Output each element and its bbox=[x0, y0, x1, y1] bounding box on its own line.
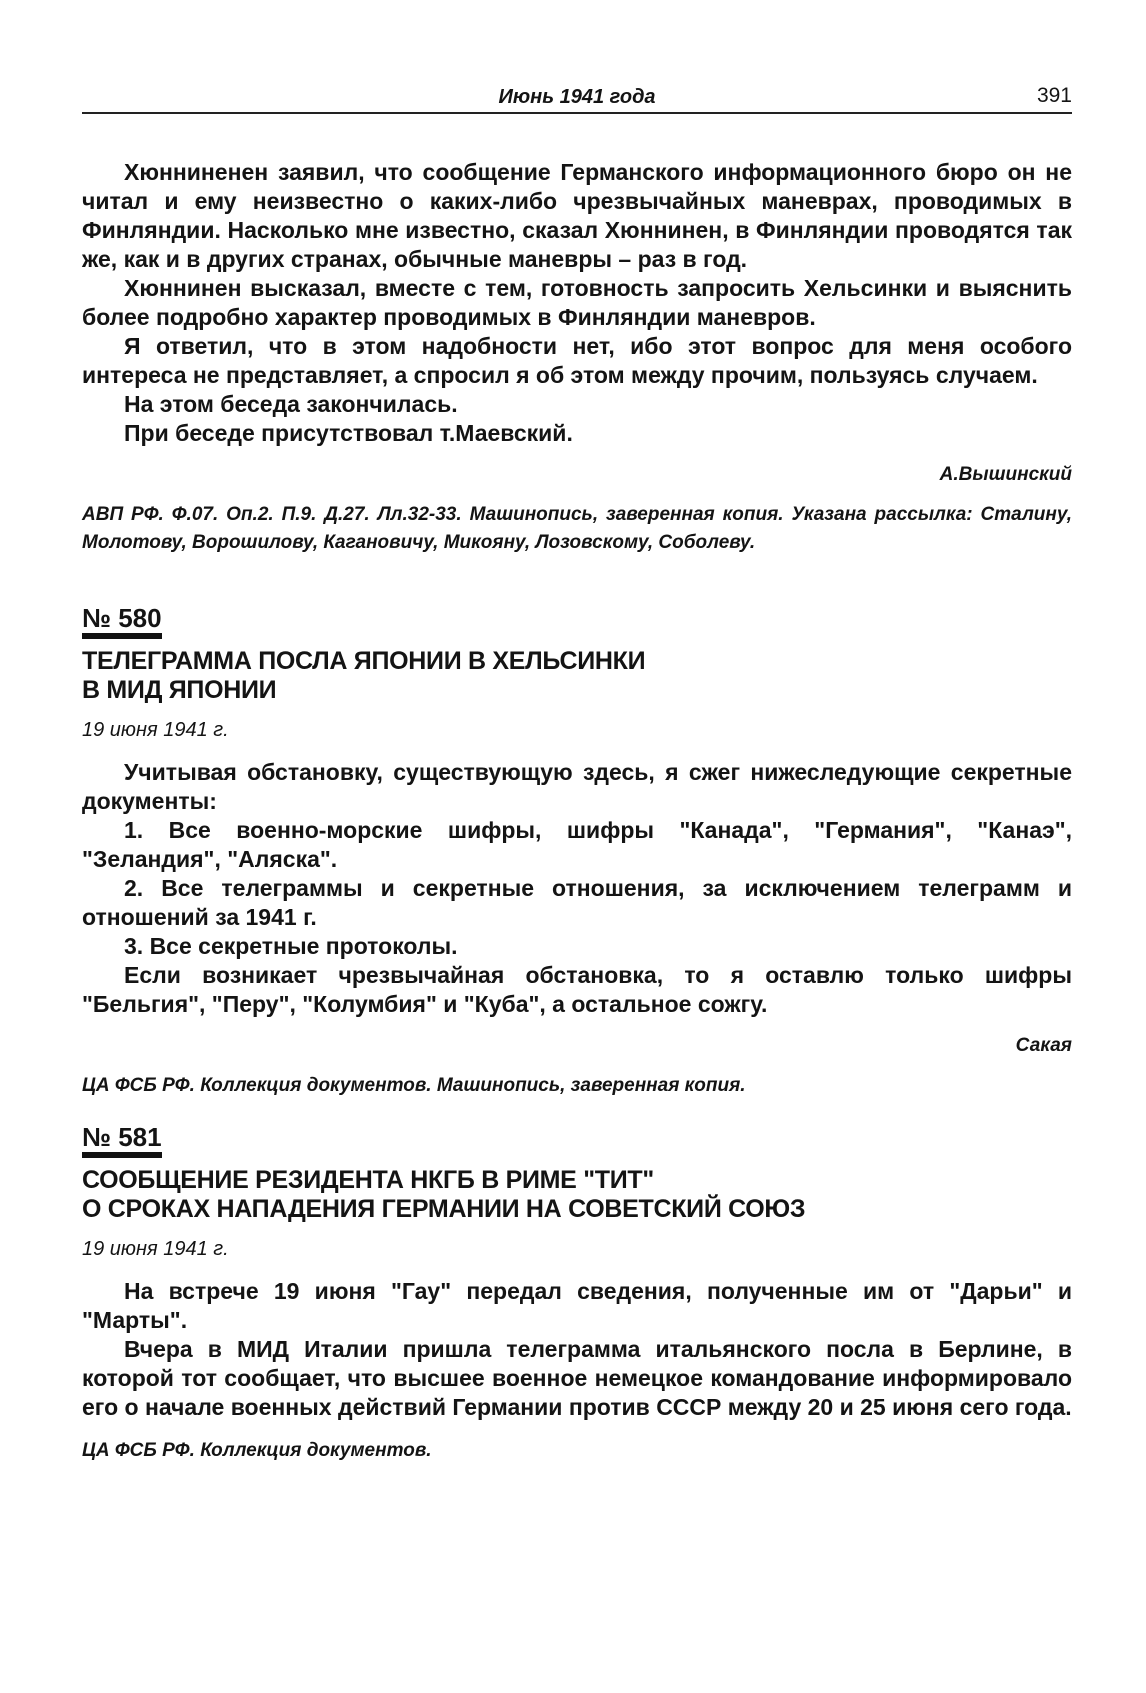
doc580-title-line: ТЕЛЕГРАММА ПОСЛА ЯПОНИИ В ХЕЛЬСИНКИ bbox=[82, 647, 646, 675]
doc581-body bbox=[82, 1277, 1072, 1422]
paragraph: На встрече 19 июня "Гау" передал сведения, полученные им от "Дарьи" и "Марты". bbox=[82, 1278, 1072, 1333]
paragraph: На этом беседа закончилась. bbox=[124, 391, 458, 417]
doc580-number: № 580 bbox=[82, 603, 162, 639]
paragraph: Вчера в МИД Италии пришла телеграмма итальянского посла в Берлине, в которой тот сообщает, что высшее военное немецкое командование информировало его о начале военных действий Германии против СССР между 20 и 25 июня сего года. bbox=[82, 1336, 1072, 1420]
doc580-title-line: В МИД ЯПОНИИ bbox=[82, 676, 277, 704]
paragraph: Учитывая обстановку, существующую здесь, я сжег нижеследующие секретные документы: bbox=[82, 759, 1072, 814]
doc580-signature: Сакая bbox=[1015, 1035, 1072, 1056]
doc580-date: 19 июня 1941 г. bbox=[82, 719, 229, 741]
running-header bbox=[82, 72, 1072, 114]
doc581-title bbox=[82, 1166, 1072, 1224]
paragraph: Если возникает чрезвычайная обстановка, то я оставлю только шифры "Бельгия", "Перу", "Колумбия" и "Куба", а остальное сожгу. bbox=[82, 962, 1072, 1017]
doc581-number: № 581 bbox=[82, 1122, 162, 1158]
doc579-body bbox=[82, 158, 1072, 448]
doc580-body bbox=[82, 758, 1072, 1019]
paragraph: При беседе присутствовал т.Маевский. bbox=[124, 420, 573, 446]
running-title: Июнь 1941 года bbox=[498, 86, 656, 108]
doc581-source: ЦА ФСБ РФ. Коллекция документов. bbox=[82, 1440, 432, 1461]
doc579-source: АВП РФ. Ф.07. Оп.2. П.9. Д.27. Лл.32-33. Машинопись, заверенная копия. Указана рассылка: Сталину, Молотову, Ворошилову, Кагановичу, Микояну, Лозовскому, Соболеву. bbox=[82, 504, 1072, 553]
doc581-date: 19 июня 1941 г. bbox=[82, 1238, 229, 1260]
page-number: 391 bbox=[1036, 84, 1072, 107]
paragraph: Хюннинен высказал, вместе с тем, готовность запросить Хельсинки и выяснить более подробно характер проводимых в Финляндии маневров. bbox=[82, 275, 1072, 330]
doc580-title bbox=[82, 647, 1072, 705]
paragraph: 3. Все секретные протоколы. bbox=[124, 933, 458, 959]
book-page bbox=[82, 72, 1072, 1465]
paragraph: Я ответил, что в этом надобности нет, ибо этот вопрос для меня особого интереса не представляет, а спросил я об этом между прочим, пользуясь случаем. bbox=[82, 333, 1072, 388]
doc581-title-line: СООБЩЕНИЕ РЕЗИДЕНТА НКГБ В РИМЕ "ТИТ" bbox=[82, 1166, 654, 1194]
doc580-source: ЦА ФСБ РФ. Коллекция документов. Машинопись, заверенная копия. bbox=[82, 1075, 746, 1096]
paragraph: 2. Все телеграммы и секретные отношения, за исключением телеграмм и отношений за 1941 г. bbox=[82, 875, 1072, 930]
doc579-signature: А.Вышинский bbox=[939, 464, 1072, 485]
paragraph: 1. Все военно-морские шифры, шифры "Канада", "Германия", "Канаэ", "Зеландия", "Аляска". bbox=[82, 817, 1072, 872]
doc581-title-line: О СРОКАХ НАПАДЕНИЯ ГЕРМАНИИ НА СОВЕТСКИЙ СОЮЗ bbox=[82, 1195, 806, 1223]
paragraph: Хюнниненен заявил, что сообщение Германского информационного бюро он не читал и ему неизвестно о каких-либо чрезвычайных маневрах, проводимых в Финляндии. Насколько мне известно, сказал Хюннинен, в Финляндии проводятся так же, как и в других странах, обычные маневры – раз в год. bbox=[82, 159, 1072, 272]
